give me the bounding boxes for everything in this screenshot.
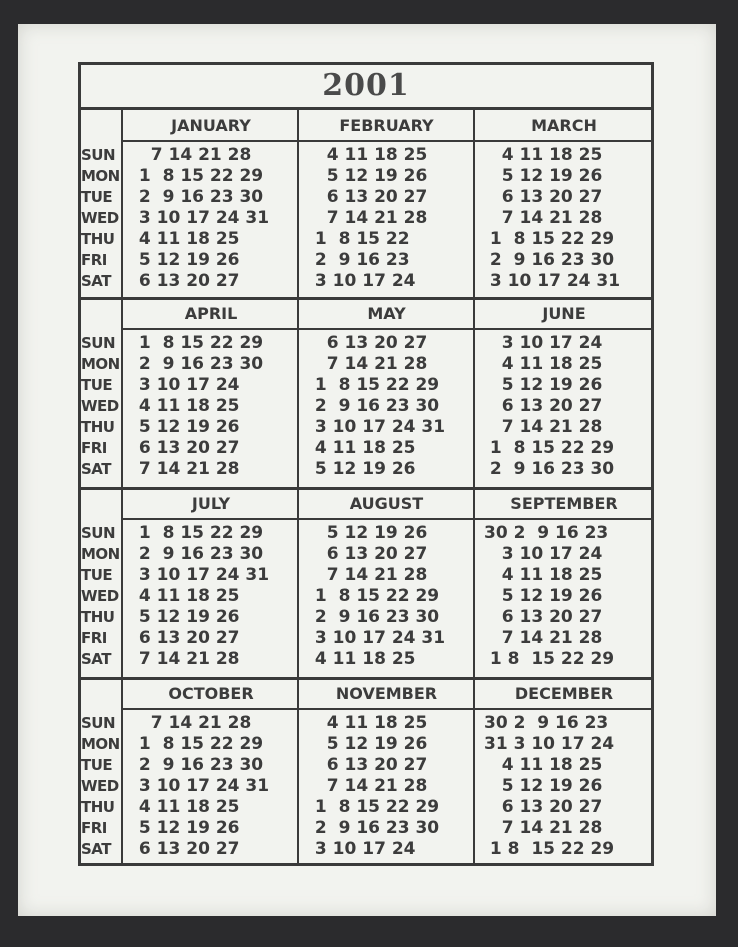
day-label-thu: THU	[81, 418, 115, 436]
month-header-divider	[121, 328, 654, 330]
date-row: 4 11 18 25	[484, 354, 603, 374]
date-row: 4 11 18 25	[133, 586, 240, 606]
day-label-thu: THU	[81, 798, 115, 816]
day-label-wed: WED	[81, 397, 119, 415]
day-label-sat: SAT	[81, 272, 111, 290]
month-name-october: OCTOBER	[168, 684, 254, 703]
year-title: 2001	[322, 68, 410, 103]
month-name-june: JUNE	[542, 304, 586, 323]
date-row: 5 12 19 26	[309, 166, 428, 186]
date-row: 4 11 18 25	[133, 396, 240, 416]
date-row: 3 10 17 24 31	[133, 208, 270, 228]
date-row: 1 8 15 22 29	[133, 523, 264, 543]
date-row: 6 13 20 27	[309, 544, 428, 564]
day-label-sat: SAT	[81, 840, 111, 858]
date-row: 1 8 15 22 29	[309, 586, 440, 606]
month-name-november: NOVEMBER	[335, 684, 438, 703]
quarter-divider	[78, 487, 654, 490]
date-row: 3 10 17 24	[484, 544, 603, 564]
day-label-fri: FRI	[81, 439, 107, 457]
date-row: 30 2 9 16 23	[484, 713, 609, 733]
date-row: 2 9 16 23 30	[484, 250, 615, 270]
date-row: 3 10 17 24	[133, 375, 240, 395]
day-label-mon: MON	[81, 735, 120, 753]
day-label-sun: SUN	[81, 524, 116, 542]
date-row: 7 14 21 28	[309, 776, 428, 796]
date-row: 6 13 20 27	[133, 839, 240, 859]
day-label-sun: SUN	[81, 334, 116, 352]
date-row: 1 8 15 22 29	[309, 797, 440, 817]
day-label-wed: WED	[81, 209, 119, 227]
date-row: 6 13 20 27	[309, 755, 428, 775]
quarter-divider	[78, 297, 654, 300]
date-row: 5 12 19 26	[309, 523, 428, 543]
date-row: 5 12 19 26	[133, 417, 240, 437]
date-row: 2 9 16 23 30	[133, 354, 264, 374]
date-row: 2 9 16 23 30	[484, 459, 615, 479]
date-row: 5 12 19 26	[484, 586, 603, 606]
date-row: 5 12 19 26	[484, 375, 603, 395]
date-row: 5 12 19 26	[133, 250, 240, 270]
day-label-wed: WED	[81, 587, 119, 605]
day-label-fri: FRI	[81, 251, 107, 269]
date-row: 5 12 19 26	[133, 818, 240, 838]
day-label-sat: SAT	[81, 460, 111, 478]
date-row: 4 11 18 25	[309, 145, 428, 165]
date-row: 2 9 16 23 30	[309, 818, 440, 838]
date-row: 1 8 15 22	[309, 229, 410, 249]
date-row: 4 11 18 25	[309, 438, 416, 458]
month-name-february: FEBRUARY	[339, 116, 434, 135]
day-label-sun: SUN	[81, 146, 116, 164]
date-row: 1 8 15 22 29	[484, 438, 615, 458]
date-row: 7 14 21 28	[484, 818, 603, 838]
date-row: 30 2 9 16 23	[484, 523, 609, 543]
day-label-tue: TUE	[81, 566, 113, 584]
date-row: 6 13 20 27	[484, 797, 603, 817]
date-row: 6 13 20 27	[484, 187, 603, 207]
month-header-divider	[121, 140, 654, 142]
month-name-march: MARCH	[531, 116, 597, 135]
date-row: 4 11 18 25	[484, 565, 603, 585]
day-label-tue: TUE	[81, 756, 113, 774]
date-row: 7 14 21 28	[133, 145, 252, 165]
date-row: 7 14 21 28	[309, 354, 428, 374]
date-row: 3 10 17 24 31	[133, 776, 270, 796]
day-label-thu: THU	[81, 230, 115, 248]
day-label-mon: MON	[81, 545, 120, 563]
day-label-tue: TUE	[81, 376, 113, 394]
date-row: 7 14 21 28	[133, 459, 240, 479]
date-row: 5 12 19 26	[484, 166, 603, 186]
date-row: 1 8 15 22 29	[484, 649, 615, 669]
date-row: 5 12 19 26	[133, 607, 240, 627]
date-row: 3 10 17 24	[309, 839, 416, 859]
date-row: 7 14 21 28	[133, 713, 252, 733]
date-row: 6 13 20 27	[133, 628, 240, 648]
date-row: 2 9 16 23 30	[133, 544, 264, 564]
date-row: 3 10 17 24 31	[309, 417, 446, 437]
date-row: 2 9 16 23 30	[309, 607, 440, 627]
date-row: 4 11 18 25	[133, 229, 240, 249]
date-row: 7 14 21 28	[133, 649, 240, 669]
date-row: 1 8 15 22 29	[484, 839, 615, 859]
date-row: 1 8 15 22 29	[133, 166, 264, 186]
day-label-fri: FRI	[81, 819, 107, 837]
date-row: 2 9 16 23 30	[133, 187, 264, 207]
month-header-divider	[121, 708, 654, 710]
date-row: 6 13 20 27	[133, 438, 240, 458]
month-name-july: JULY	[191, 494, 231, 513]
date-row: 1 8 15 22 29	[133, 734, 264, 754]
date-row: 7 14 21 28	[484, 628, 603, 648]
day-label-mon: MON	[81, 167, 120, 185]
month-name-january: JANUARY	[171, 116, 251, 135]
day-label-sun: SUN	[81, 714, 116, 732]
day-label-wed: WED	[81, 777, 119, 795]
month-header-divider	[121, 518, 654, 520]
date-row: 4 11 18 25	[484, 755, 603, 775]
date-row: 3 10 17 24 31	[309, 628, 446, 648]
date-row: 3 10 17 24 31	[484, 271, 621, 291]
day-label-fri: FRI	[81, 629, 107, 647]
date-row: 3 10 17 24	[309, 271, 416, 291]
date-row: 1 8 15 22 29	[484, 229, 615, 249]
date-row: 6 13 20 27	[309, 187, 428, 207]
month-name-august: AUGUST	[349, 494, 424, 513]
date-row: 2 9 16 23 30	[309, 396, 440, 416]
date-row: 2 9 16 23 30	[133, 755, 264, 775]
date-row: 7 14 21 28	[309, 565, 428, 585]
date-row: 6 13 20 27	[309, 333, 428, 353]
day-label-sat: SAT	[81, 650, 111, 668]
date-row: 4 11 18 25	[309, 713, 428, 733]
date-row: 3 10 17 24	[484, 333, 603, 353]
date-row: 3 10 17 24 31	[133, 565, 270, 585]
date-row: 2 9 16 23	[309, 250, 410, 270]
date-row: 1 8 15 22 29	[309, 375, 440, 395]
day-label-mon: MON	[81, 355, 120, 373]
month-name-september: SEPTEMBER	[510, 494, 618, 513]
date-row: 7 14 21 28	[484, 208, 603, 228]
date-row: 1 8 15 22 29	[133, 333, 264, 353]
month-name-december: DECEMBER	[514, 684, 614, 703]
date-row: 4 11 18 25	[309, 649, 416, 669]
date-row: 5 12 19 26	[484, 776, 603, 796]
date-row: 31 3 10 17 24	[484, 734, 615, 754]
month-name-april: APRIL	[184, 304, 238, 323]
date-row: 7 14 21 28	[484, 417, 603, 437]
date-row: 6 13 20 27	[133, 271, 240, 291]
date-row: 6 13 20 27	[484, 396, 603, 416]
quarter-divider	[78, 677, 654, 680]
month-name-may: MAY	[367, 304, 406, 323]
date-row: 7 14 21 28	[309, 208, 428, 228]
date-row: 5 12 19 26	[309, 734, 428, 754]
date-row: 5 12 19 26	[309, 459, 416, 479]
date-row: 4 11 18 25	[133, 797, 240, 817]
date-row: 4 11 18 25	[484, 145, 603, 165]
day-label-tue: TUE	[81, 188, 113, 206]
date-row: 6 13 20 27	[484, 607, 603, 627]
day-label-thu: THU	[81, 608, 115, 626]
